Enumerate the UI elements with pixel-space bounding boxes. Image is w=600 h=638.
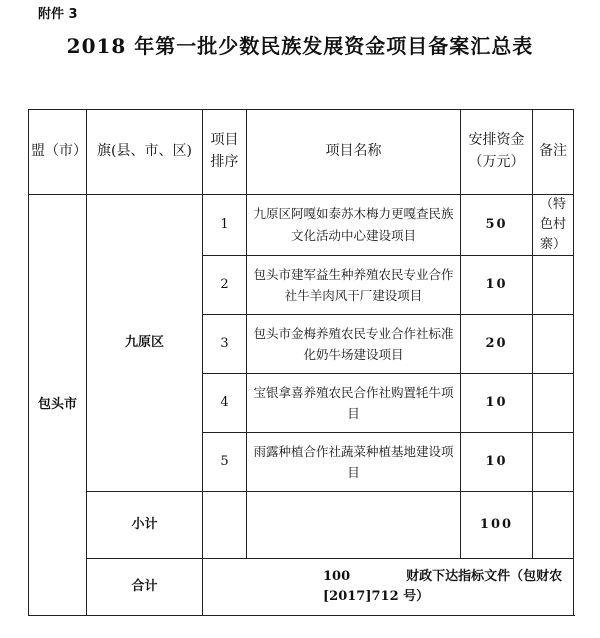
total-document: 财政下达指标文件（包财农[2017]712 号）: [323, 569, 563, 605]
funds-cell: 20: [461, 315, 533, 374]
funds-cell: 50: [461, 195, 533, 256]
league-cell: 包头市: [29, 195, 87, 616]
subtotal-label: 小计: [87, 492, 203, 559]
page-title: 2018 年第一批少数民族发展资金项目备案汇总表: [66, 34, 534, 58]
total-label: 合计: [87, 559, 203, 616]
summary-table: [28, 109, 574, 616]
project-name-cell: 包头市金梅养殖农民专业合作社标准化奶牛场建设项目: [247, 315, 461, 374]
table-row: [29, 195, 574, 256]
subtotal-order-empty: [203, 492, 247, 559]
banner-cell: 九原区: [87, 195, 203, 492]
project-name-cell: 宝银拿喜养殖农民合作社购置牦牛项目: [247, 374, 461, 433]
attachment-label: 附件 3: [38, 7, 78, 22]
remarks-cell: （特色村寨）: [533, 195, 574, 256]
total-row: [29, 559, 574, 616]
header-order: 项目排序: [203, 110, 247, 195]
subtotal-row: [29, 492, 574, 559]
order-cell: 5: [203, 433, 247, 492]
remarks-cell: [533, 315, 574, 374]
subtotal-remarks-empty: [533, 492, 574, 559]
project-name-cell: 九原区阿嘎如泰苏木梅力更嘎查民族文化活动中心建设项目: [247, 195, 461, 256]
order-cell: 2: [203, 256, 247, 315]
remarks-cell: [533, 374, 574, 433]
subtotal-name-empty: [247, 492, 461, 559]
header-row: [29, 110, 574, 195]
order-cell: 4: [203, 374, 247, 433]
header-remarks: 备注: [533, 110, 574, 195]
funds-cell: 10: [461, 374, 533, 433]
order-cell: 1: [203, 195, 247, 256]
total-amount: 100: [323, 569, 351, 585]
remarks-cell: [533, 433, 574, 492]
header-funds: 安排资金（万元）: [461, 110, 533, 195]
header-banner: 旗(县、市、区): [87, 110, 203, 195]
subtotal-funds: 100: [461, 492, 533, 559]
project-name-cell: 包头市建军益生种养殖农民专业合作社牛羊肉风干厂建设项目: [247, 256, 461, 315]
order-cell: 3: [203, 315, 247, 374]
remarks-cell: [533, 256, 574, 315]
funds-cell: 10: [461, 256, 533, 315]
header-project-name: 项目名称: [247, 110, 461, 195]
header-league: 盟（市）: [29, 110, 87, 195]
total-content: [203, 559, 574, 616]
funds-cell: 10: [461, 433, 533, 492]
project-name-cell: 雨露种植合作社蔬菜种植基地建设项目: [247, 433, 461, 492]
